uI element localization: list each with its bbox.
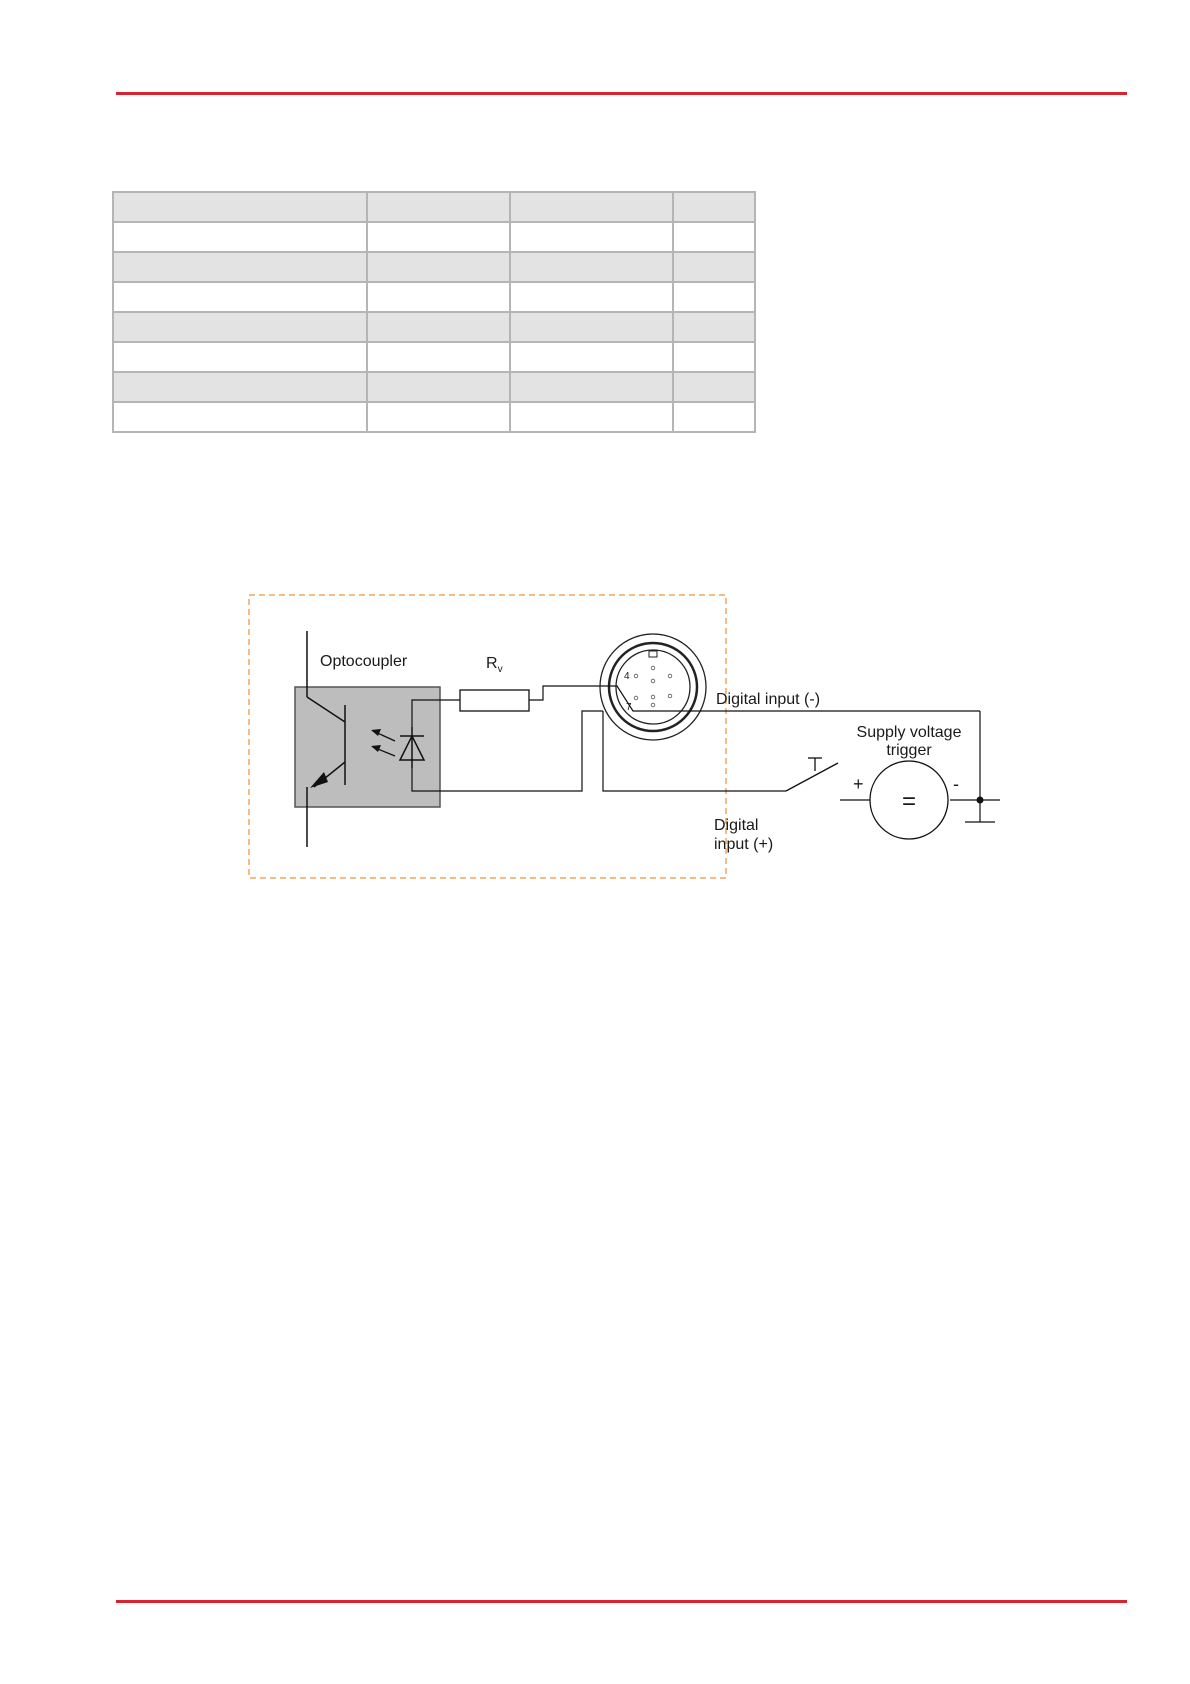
table-cell — [367, 372, 510, 402]
digital-input-minus-label: Digital input (-) — [716, 691, 821, 708]
table-cell — [510, 312, 673, 342]
table-cell — [510, 342, 673, 372]
table-cell — [113, 222, 367, 252]
table-cell — [510, 402, 673, 432]
trigger-input-schematic — [240, 590, 1020, 890]
table-cell — [673, 372, 755, 402]
table-cell — [367, 312, 510, 342]
table-cell — [113, 192, 367, 222]
table-cell — [113, 402, 367, 432]
table-cell — [367, 222, 510, 252]
table-row — [113, 222, 755, 252]
table-cell — [510, 192, 673, 222]
resistor-label: $R_v$ — [486, 655, 503, 675]
footer-rule — [116, 1600, 1127, 1603]
table-cell — [510, 282, 673, 312]
table-cell — [367, 402, 510, 432]
trigger-switch-icon — [786, 758, 838, 791]
table-row — [113, 312, 755, 342]
header-rule — [116, 92, 1127, 95]
table-cell — [510, 222, 673, 252]
supply-voltage-label: Supply voltage — [856, 724, 962, 741]
table-cell — [673, 342, 755, 372]
table-cell — [673, 222, 755, 252]
minus-sign: - — [953, 774, 959, 794]
supply-voltage-label-line2: trigger — [886, 742, 932, 759]
resistor-rv — [460, 690, 529, 711]
table-row — [113, 402, 755, 432]
connector-pins — [634, 666, 672, 707]
schematic-svg — [240, 590, 1020, 890]
table-cell — [113, 342, 367, 372]
table-cell — [367, 282, 510, 312]
table-cell — [113, 312, 367, 342]
table-cell — [673, 192, 755, 222]
table-cell — [113, 252, 367, 282]
dc-symbol: = — [901, 788, 917, 815]
table-cell — [673, 402, 755, 432]
digital-input-plus-label: Digital — [714, 817, 759, 834]
table-row — [113, 372, 755, 402]
table-cell — [113, 282, 367, 312]
table-cell — [673, 252, 755, 282]
table-cell — [673, 312, 755, 342]
table-row — [113, 252, 755, 282]
table-cell — [673, 282, 755, 312]
junction-dot — [977, 797, 984, 804]
pin-7-label: 7 — [626, 702, 632, 713]
table-cell — [367, 342, 510, 372]
table-row — [113, 282, 755, 312]
table-cell — [510, 372, 673, 402]
pin-4-label: 4 — [624, 671, 630, 682]
table-row — [113, 192, 755, 222]
table-cell — [510, 252, 673, 282]
table-cell — [367, 192, 510, 222]
optocoupler-label: Optocoupler — [320, 653, 408, 670]
table-cell — [113, 372, 367, 402]
spec-table — [112, 191, 756, 433]
table-row — [113, 342, 755, 372]
digital-input-plus-label-line2: input (+) — [714, 836, 774, 853]
plus-sign: + — [853, 774, 864, 794]
table-cell — [367, 252, 510, 282]
connector-icon — [600, 634, 706, 740]
